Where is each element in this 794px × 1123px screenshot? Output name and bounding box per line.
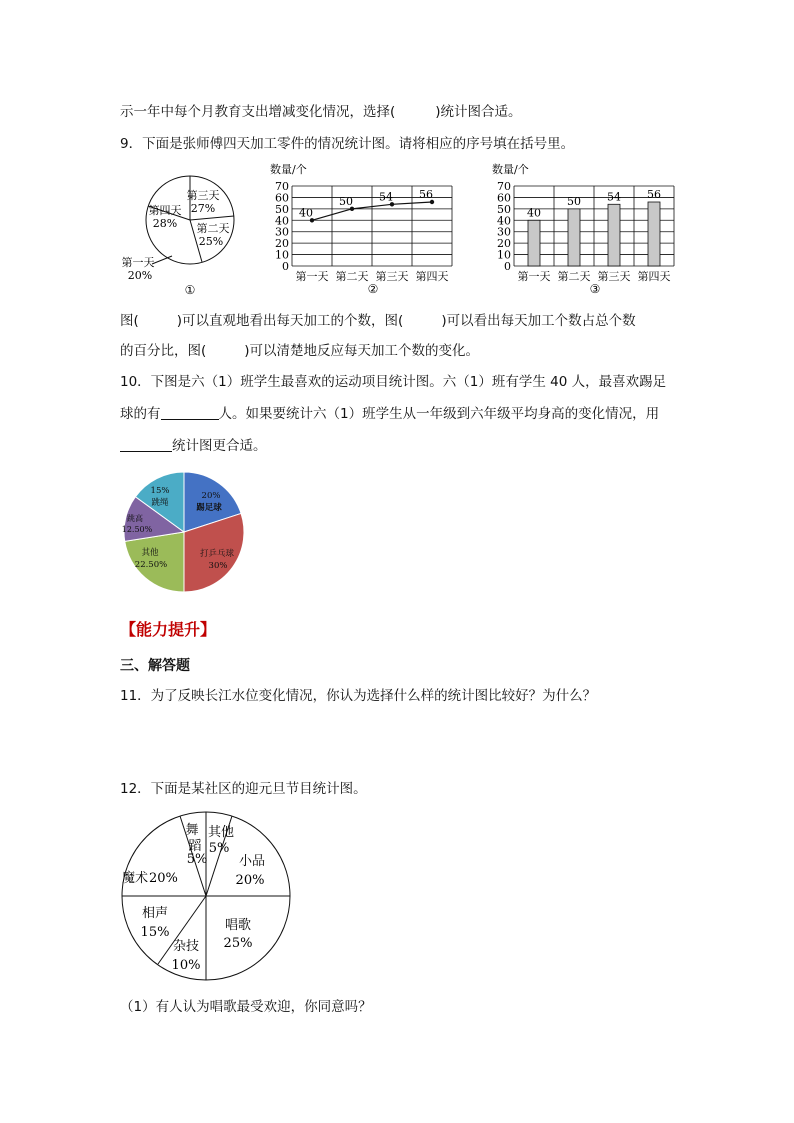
bar-value-0: 40 <box>527 206 541 220</box>
q12-label-dance-2: 蹈 <box>188 839 202 854</box>
q12-label-skit: 小品 <box>238 854 266 869</box>
q9-pie-label-day1: 第一天 <box>121 256 155 269</box>
q10-pct-pingpong: 30% <box>208 561 228 571</box>
q10-label-pingpong: 打乒乓球 <box>199 549 235 559</box>
q10-label-other: 其他 <box>141 548 159 558</box>
q8-line <box>120 102 522 122</box>
q9-text-2b: )可以清楚地反应每天加工个数的变化。 <box>244 343 480 359</box>
q9-text-line-2 <box>120 341 479 361</box>
q12-pct-acrobat: 10% <box>171 958 201 973</box>
line-xtick-0: 第一天 <box>295 270 329 283</box>
q9-pie-label-day3: 第三天 <box>186 189 220 202</box>
bar-0 <box>528 220 540 266</box>
q10-pct-football: 20% <box>201 491 221 501</box>
q9-pie-pct-day2: 25% <box>198 235 224 248</box>
q9-text-line-1 <box>120 311 636 331</box>
line-ytick-30: 30 <box>275 225 289 239</box>
q12-label-acrobat: 杂技 <box>172 939 200 954</box>
q8-text-b: )统计图合适。 <box>435 104 522 120</box>
q12-pct-dance: 5% <box>186 852 208 867</box>
line-xtick-2: 第三天 <box>375 270 409 283</box>
q12-label-other: 其他 <box>207 825 235 840</box>
q9-text-1c: )可以看出每天加工个数占总个数 <box>441 313 636 329</box>
bar-2 <box>608 204 620 266</box>
line-xtick-3: 第四天 <box>415 270 449 283</box>
line-value-1: 50 <box>339 194 353 208</box>
line-value-0: 40 <box>299 206 313 220</box>
line-ytick-60: 60 <box>275 191 289 205</box>
bar-value-1: 50 <box>567 194 581 208</box>
line-xtick-1: 第二天 <box>335 270 369 283</box>
line-ytick-40: 40 <box>275 214 289 228</box>
q11-text: 11．为了反映长江水位变化情况，你认为选择什么样的统计图比较好？为什么？ <box>120 688 597 704</box>
bar-ytick-70: 70 <box>497 180 511 193</box>
q9-pie-pct-day1: 20% <box>127 269 153 282</box>
q9-bar-number: ③ <box>589 282 601 296</box>
q10-pct-highjump: 12.50% <box>121 525 153 534</box>
q10-text-2a: 球的有 <box>120 406 161 422</box>
q9-line-chart <box>262 158 462 298</box>
q12-pct-skit: 20% <box>235 873 265 888</box>
q9-line-yticks <box>275 180 289 273</box>
q9-text-1b: )可以直观地看出每天加工的个数，图( <box>176 313 404 329</box>
q12-pct-magic: 20% <box>149 871 178 886</box>
q10-label-football: 踢足球 <box>196 503 222 513</box>
bar-value-2: 54 <box>607 190 621 204</box>
line-ytick-20: 20 <box>275 237 289 251</box>
q10-line-1: 10．下图是六（1）班学生最喜欢的运动项目统计图。六（1）班有学生 40 人，最喜欢踢足 <box>120 374 667 390</box>
line-value-3: 56 <box>419 188 433 201</box>
bar-ytick-0: 0 <box>504 260 511 273</box>
bar-xtick-2: 第三天 <box>597 270 631 283</box>
q9-text-1a: 图( <box>120 313 139 329</box>
q9-pie-label-day4: 第四天 <box>148 204 182 217</box>
q9-bar-chart <box>482 158 682 298</box>
bar-ytick-50: 50 <box>497 202 511 216</box>
bar-ytick-30: 30 <box>497 225 511 239</box>
q9-pie-pct-day4: 28% <box>152 217 178 230</box>
q9-pie-label-day2: 第二天 <box>196 222 230 235</box>
bar-xtick-0: 第一天 <box>517 270 551 283</box>
q8-text-a: 示一年中每个月教育支出增减变化情况，选择( <box>120 104 396 120</box>
q12-pct-sing: 25% <box>223 936 253 951</box>
q9-line-number: ② <box>367 282 379 296</box>
bar-xtick-1: 第二天 <box>557 270 591 283</box>
bar-value-3: 56 <box>647 188 661 201</box>
q12-label-dance-1: 舞 <box>185 823 199 838</box>
q9-stem: 9．下面是张师傅四天加工零件的情况统计图。请将相应的序号填在括号里。 <box>120 136 575 152</box>
bar-ytick-20: 20 <box>497 237 511 251</box>
bar-ytick-40: 40 <box>497 214 511 228</box>
q12-label-magic: 魔术 <box>121 871 148 886</box>
section-ability-title: 【能力提升】 <box>120 620 217 639</box>
q10-pct-rope: 15% <box>150 486 170 496</box>
q9-pie-number: ① <box>184 283 196 297</box>
q10-label-highjump: 跳高 <box>127 514 143 523</box>
q10-text-2b: 人。如果要统计六（1）班学生从一年级到六年级平均身高的变化情况，用 <box>218 406 660 422</box>
q10-pie-chart <box>118 470 250 600</box>
q10-line-3 <box>120 436 267 456</box>
q9-pie-leader-line <box>152 256 172 264</box>
line-ytick-10: 10 <box>275 248 289 262</box>
q12-text: 12．下面是某社区的迎元旦节目统计图。 <box>120 781 367 797</box>
part-three-title: 三、解答题 <box>120 658 190 674</box>
q12-label-sing: 唱歌 <box>224 918 252 933</box>
q9-line-ylabel: 数量/个 <box>270 163 307 176</box>
q10-label-rope: 跳绳 <box>151 498 169 508</box>
line-ytick-70: 70 <box>275 180 289 193</box>
q12-pct-other: 5% <box>208 841 230 856</box>
q10-line-2 <box>120 404 659 424</box>
q12-pie-chart <box>118 812 298 992</box>
line-ytick-0: 0 <box>282 260 289 273</box>
line-ytick-50: 50 <box>275 202 289 216</box>
bar-3 <box>648 202 660 266</box>
q12-label-crosstalk: 相声 <box>141 906 169 921</box>
q10-pct-other: 22.50% <box>134 560 168 570</box>
q9-pie-pct-day3: 27% <box>190 202 216 215</box>
q10-blank-2[interactable] <box>120 437 172 452</box>
bar-ytick-10: 10 <box>497 248 511 262</box>
q9-line-series <box>299 188 434 222</box>
q9-bar-ylabel: 数量/个 <box>492 163 529 176</box>
q10-text-3b: 统计图更合适。 <box>172 438 267 454</box>
bar-1 <box>568 209 580 266</box>
q12-sub1: （1）有人认为唱歌最受欢迎，你同意吗？ <box>120 999 372 1015</box>
q12-pct-crosstalk: 15% <box>140 925 170 940</box>
bar-xtick-3: 第四天 <box>637 270 671 283</box>
bar-ytick-60: 60 <box>497 191 511 205</box>
q9-bar-yticks <box>497 180 511 273</box>
line-value-2: 54 <box>379 190 393 204</box>
q10-blank-1[interactable] <box>161 405 219 420</box>
q9-pie-chart <box>110 170 250 300</box>
q9-text-2a: 的百分比，图( <box>120 343 207 359</box>
